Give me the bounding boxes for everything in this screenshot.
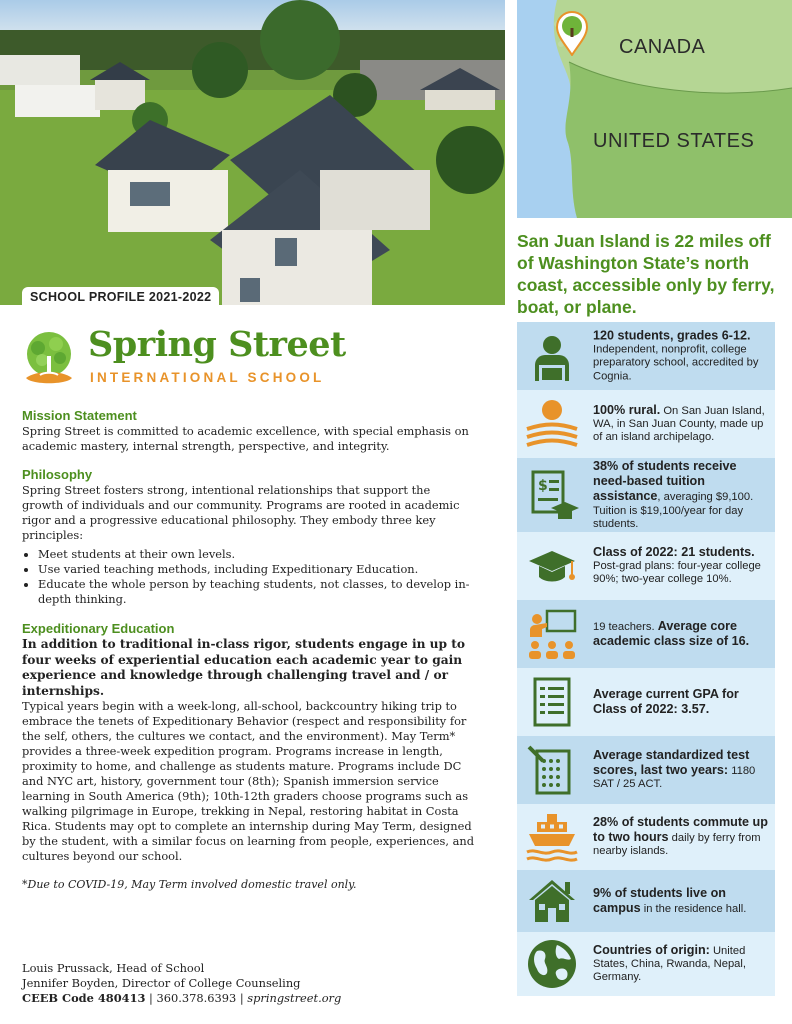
- campus-aerial-photo: [0, 0, 505, 305]
- website-link[interactable]: springstreet.org: [247, 991, 342, 1005]
- stat-item: [517, 600, 775, 668]
- graduation-cap-icon: [525, 539, 579, 593]
- stat-bold: Average standardized test scores, last two years:: [593, 748, 750, 778]
- philosophy-bullets: [22, 547, 474, 607]
- stats-sidebar: [517, 322, 775, 996]
- stat-item: [517, 322, 775, 390]
- globe-icon: [525, 937, 579, 991]
- stat-detail: Post-grad plans: four-year college 90%; two-year college 10%.: [593, 560, 761, 586]
- philosophy-bullet: • Educate the whole person by teaching students, not classes, to develop in-depth thinking.: [38, 577, 474, 607]
- stat-text: [593, 687, 769, 717]
- stat-bold: Class of 2022: 21 students.: [593, 545, 755, 560]
- stat-bold: 28% of students commute up to two hours: [593, 815, 768, 845]
- stat-detail: Independent, nonprofit, college preparatory school, accredited by Cognia.: [593, 343, 759, 383]
- map-pin-icon: [555, 10, 589, 56]
- stat-text: [593, 943, 769, 985]
- stat-item: [517, 736, 775, 804]
- student-laptop-icon: [525, 329, 579, 383]
- stat-bold: 120 students, grades 6-12.: [593, 328, 751, 343]
- stat-item: [517, 390, 775, 458]
- campus-photo-illustration: [0, 0, 505, 305]
- mission-text: Spring Street is committed to academic excellence, with special emphasis on academic mastery, internal strength, perspective, and integrity.: [22, 424, 469, 453]
- stat-bold: 100% rural.: [593, 403, 661, 418]
- stat-bold: 9% of students live on campus: [593, 885, 726, 915]
- school-profile-tag: SCHOOL PROFILE 2021-2022: [22, 287, 219, 306]
- main-content: [22, 408, 474, 891]
- stat-bold: Countries of origin:: [593, 943, 710, 958]
- philosophy-text: Spring Street fosters strong, intentional relationships that support the growth of individuals and our community. Programs are rooted in academic rigor and a progressive educational philosophy. They embody three key principles:: [22, 483, 460, 542]
- stat-text: [593, 329, 769, 384]
- philosophy-bullet: • Use varied teaching methods, including Expeditionary Education.: [38, 562, 474, 577]
- residence-house-icon: [525, 874, 579, 928]
- stat-detail: 1180 SAT / 25 ACT.: [593, 765, 756, 791]
- mission-heading: Mission Statement: [22, 408, 137, 423]
- stat-item: [517, 870, 775, 932]
- stat-detail: United States, China, Rwanda, Nepal, Germany.: [593, 945, 746, 984]
- stat-bold: 38% of students receive need-based tuition assistance: [593, 458, 737, 504]
- philosophy-heading: Philosophy: [22, 467, 93, 482]
- stat-detail: , averaging $9,100. Tuition is $19,100/year for day students.: [593, 491, 754, 530]
- stat-text: [593, 886, 769, 916]
- map-label-canada: CANADA: [619, 36, 706, 58]
- stat-detail: daily by ferry from nearby islands.: [593, 832, 761, 858]
- contact-footer: [22, 961, 492, 1006]
- ferry-icon: [525, 810, 579, 864]
- stat-bold: Average current GPA for Class of 2022: 3.57.: [593, 686, 739, 716]
- stat-text: [593, 748, 769, 792]
- location-tagline: San Juan Island is 22 miles off of Washington State’s north coast, accessible only by ferry, boat, or plane.: [517, 231, 775, 317]
- stat-item: [517, 932, 775, 996]
- school-name: Spring Street: [88, 324, 346, 365]
- expeditionary-lead: In addition to traditional in-class rigor, students engage in up to four weeks of experiential education each academic year to gain experience and knowledge through challenging travel and / or internships.: [22, 637, 466, 698]
- map-label-united-states: UNITED STATES: [593, 130, 755, 152]
- philosophy-bullet: • Meet students at their own levels.: [38, 547, 474, 562]
- stat-text: [593, 815, 769, 859]
- stat-detail: On San Juan Island, WA, in San Juan County, made up of an island archipelago.: [593, 405, 765, 444]
- expeditionary-text: Typical years begin with a week-long, all-school, backcountry hiking trip to embrace the tenets of Expeditionary Behavior (respect and responsibility for the self, others, the cultures we contact, and the environment). May Term* provides a three-week expedition program. Programs increase in length, proximity to home, and challenge as students mature. Programs include DC and NYC art, history, government tour (8th); Spanish immersion service learning in South America (9th); 10th-12th graders choose programs such as walking pilgrimage in Europe, trekking in Nepal, restoring habitat in Costa Rica. Students may opt to complete an internship during May Term, designed by the student, with a similar focus on learning from people, experiences, and cultures beyond our school.: [22, 699, 474, 863]
- head-of-school: Louis Prussack, Head of School: [22, 961, 205, 975]
- stat-text: [593, 403, 769, 445]
- stat-prefix: 19 teachers.: [593, 620, 658, 633]
- college-counselor: Jennifer Boyden, Director of College Counseling: [22, 976, 301, 990]
- stat-text: [593, 619, 769, 649]
- gpa-clipboard-icon: [525, 675, 579, 729]
- covid-footnote: *Due to COVID-19, May Term involved domestic travel only.: [22, 878, 357, 891]
- location-map: [517, 0, 792, 218]
- stat-item: [517, 668, 775, 736]
- test-score-sheet-icon: [525, 743, 579, 797]
- tree-logo-icon: [22, 330, 76, 386]
- financial-aid-document-icon: [525, 468, 579, 522]
- expeditionary-heading: Expeditionary Education: [22, 621, 175, 636]
- svg-text:$: $: [538, 478, 548, 494]
- stat-item: [517, 532, 775, 600]
- stat-text: [593, 459, 769, 531]
- stat-detail: in the residence hall.: [640, 903, 747, 915]
- stat-item: [517, 804, 775, 870]
- stat-text: [593, 545, 769, 587]
- teacher-class-icon: [525, 607, 579, 661]
- rural-sun-fields-icon: [525, 397, 579, 451]
- phone-number: | 360.378.6393 |: [145, 991, 248, 1005]
- stat-bold: Average core academic class size of 16.: [593, 618, 750, 648]
- contact-line: [22, 991, 492, 1006]
- school-logo: [22, 324, 362, 390]
- ceeb-code: CEEB Code 480413: [22, 991, 146, 1005]
- school-subtitle: INTERNATIONAL SCHOOL: [90, 370, 325, 385]
- stat-item: [517, 458, 775, 532]
